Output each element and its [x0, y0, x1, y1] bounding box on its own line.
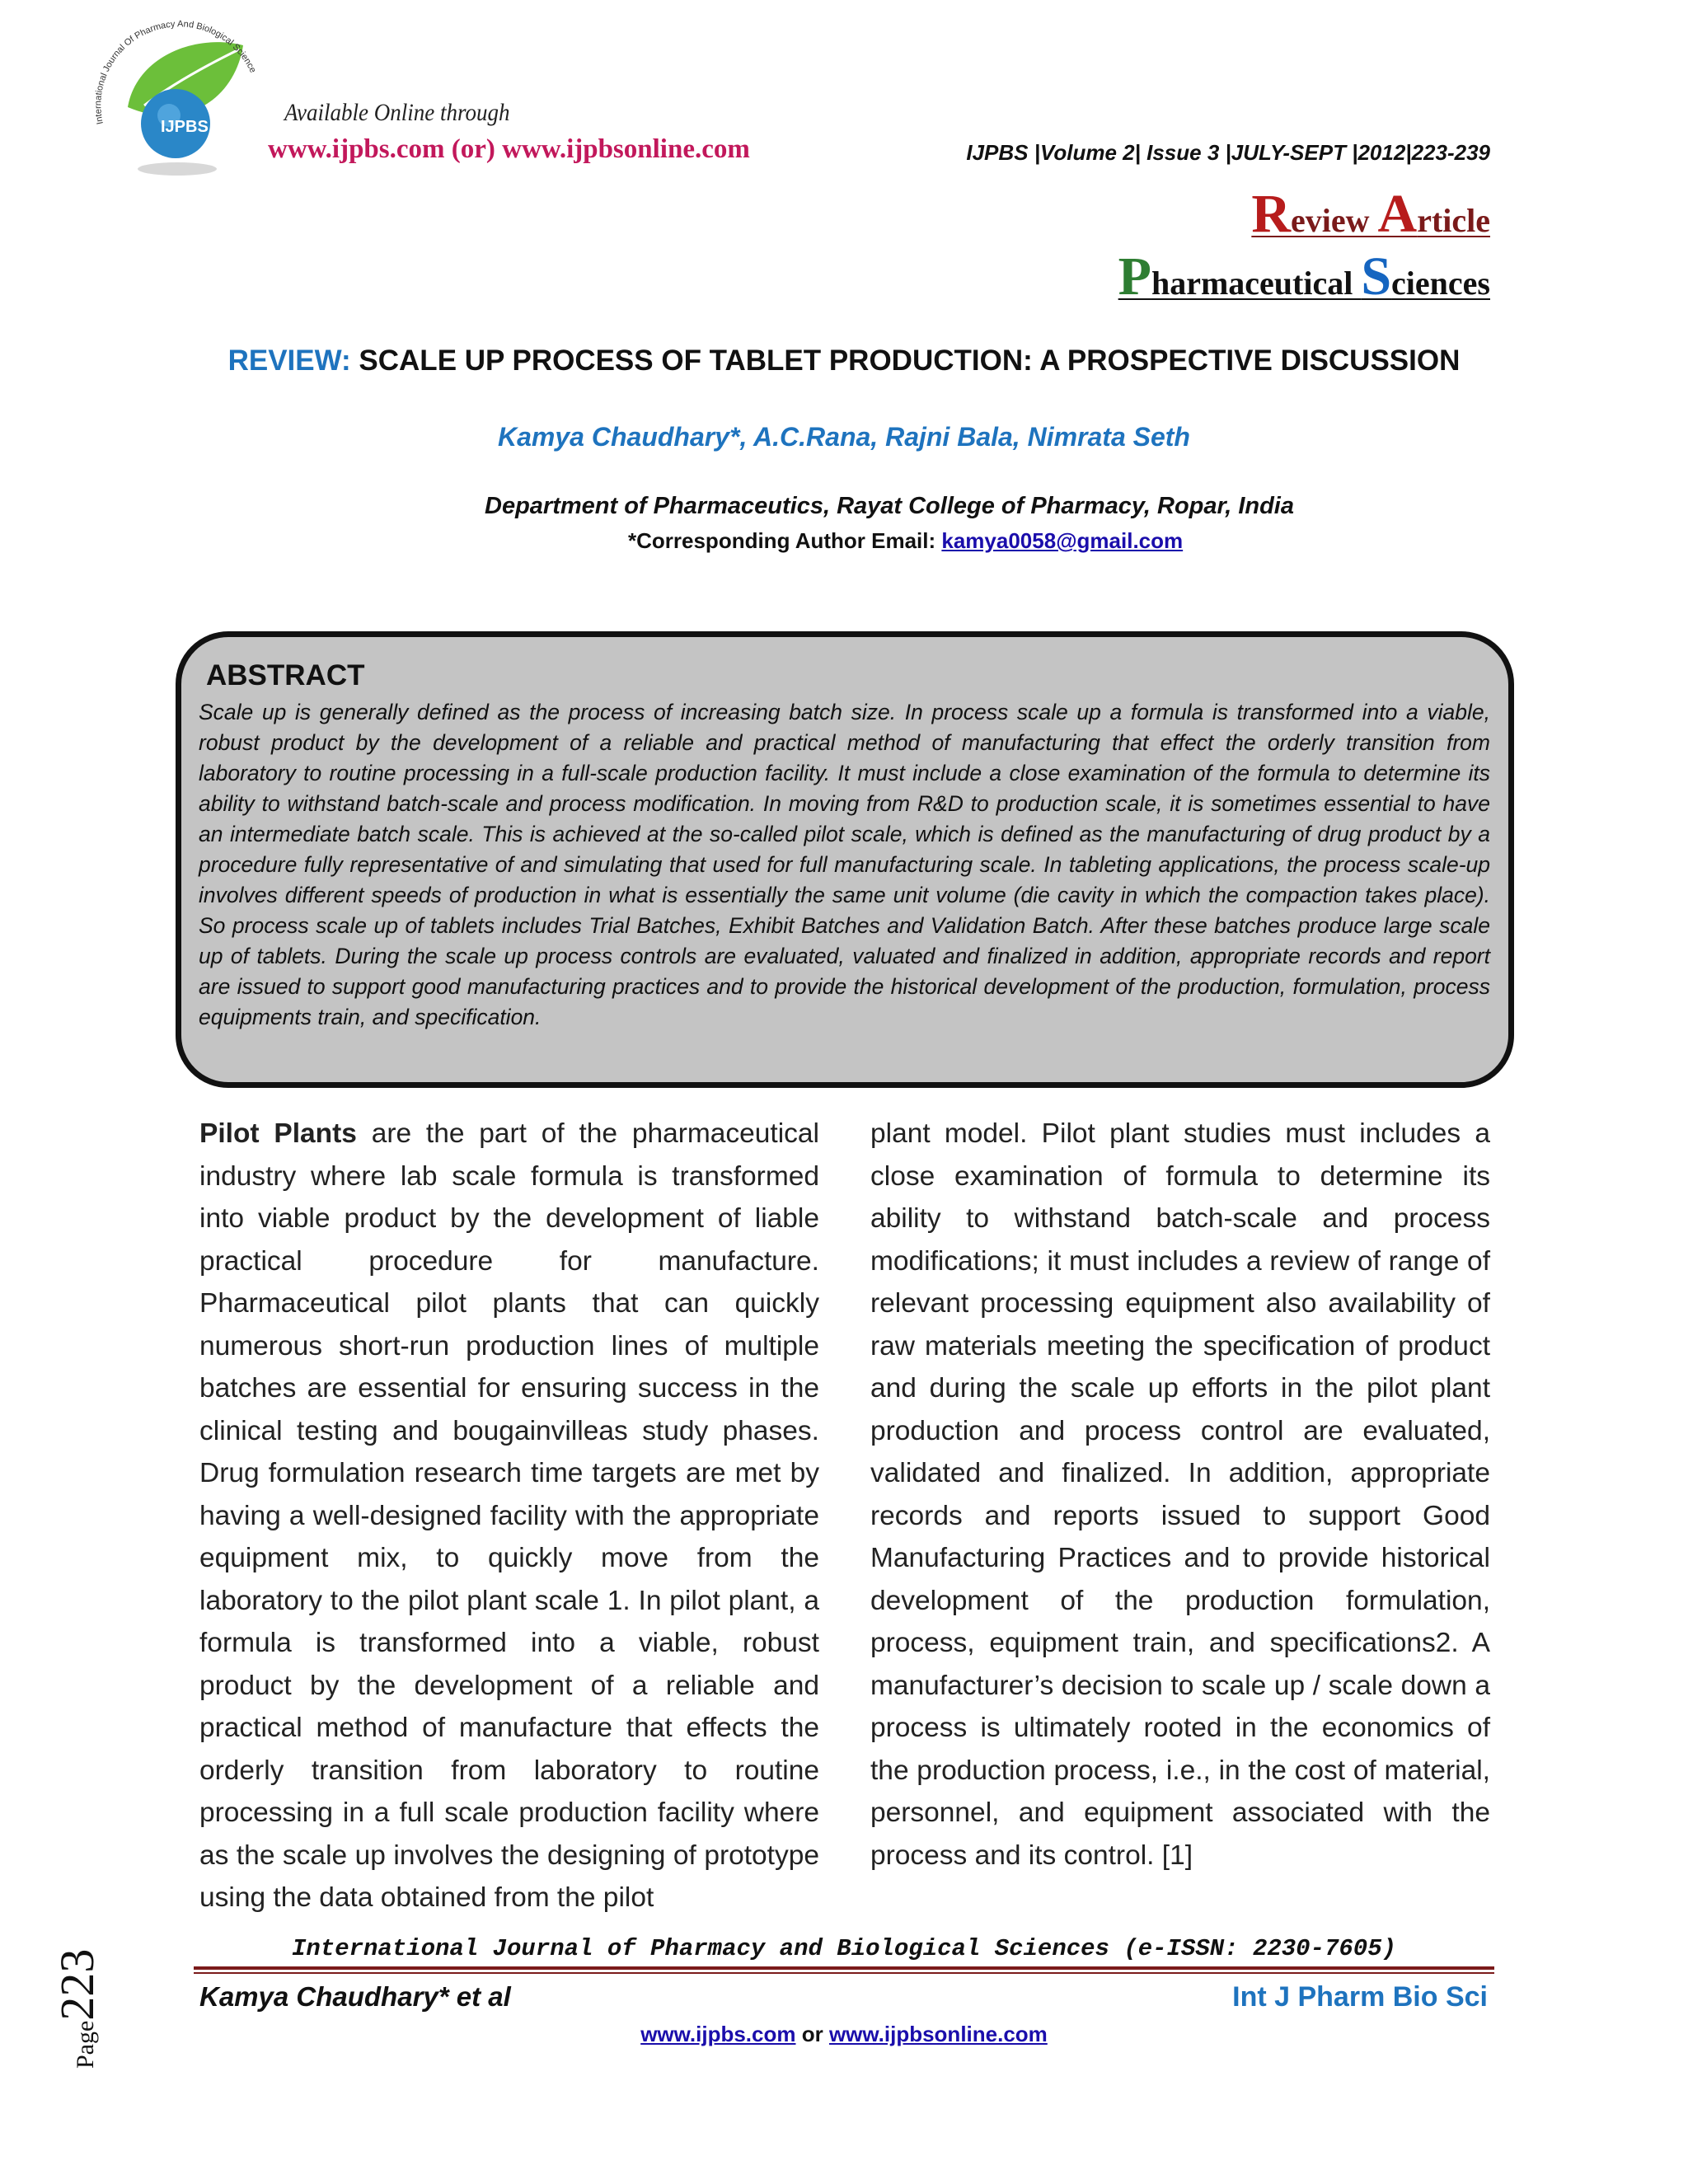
article-title: [0, 344, 1688, 377]
journal-logo: [78, 8, 288, 181]
footer-urls: www.ijpbs.com or www.ijpbsonline.com: [640, 2022, 1048, 2046]
abstract-text: Scale up is generally defined as the process of increasing batch size. In process scale up a formula is transformed into a viable, robust product by the development of a reliable and practical method of manufacturing that effect the orderly transition from laboratory to routine processing in a full-scale production facility. It must include a close examination of the formula to determine its ability to withstand batch-scale and process modification. In moving from R&D to production scale, it is sometimes essential to have an intermediate batch scale. This is achieved at the so-called pilot scale, which is defined as the manufacturing of drug product by a procedure fully representative of and simulating that used for full manufacturing scale. In tableting applications, the process scale-up involves different speeds of production in what is essentially the same unit volume (die cavity in which the compaction takes place). So process scale up of tablets includes Trial Batches, Exhibit Batches and Validation Batch. After these batches produce large scale up of tablets. During the scale up process controls are evaluated, valuated and finalized in addition, appropriate records and report are issued to support good manufacturing practices and to provide the historical development of the production, formulation, process equipments train, and specification.: [199, 700, 1490, 1029]
abstract-heading: ABSTRACT: [206, 659, 365, 691]
page-label: Page: [72, 2020, 99, 2069]
footer-rule: [194, 1966, 1494, 1970]
title-label: REVIEW:: [227, 344, 351, 377]
page-number: [49, 1949, 105, 2069]
corresponding-author: *Corresponding Author Email: kamya0058@gmail.com: [628, 528, 1184, 553]
page-number-value: 223: [50, 1948, 104, 2021]
header-urls[interactable]: www.ijpbs.com (or) www.ijpbsonline.com: [268, 134, 750, 164]
leaf-globe-icon: [78, 8, 288, 181]
footer-link-ijpbs[interactable]: www.ijpbs.com: [640, 2022, 796, 2046]
body-column-right: plant model. Pilot plant studies must includes a close examination of formula to determine its ability to withstand batch-scale and process modifications; it must includes a review of range of relevant processing equipment also availability of raw materials meeting the specification of product and during the scale up efforts in the pilot plant production and process control are evaluated, validated and finalized. In addition, appropriate records and reports issued to support Good Manufacturing Practices and to provide historical development of the production formulation, process, equipment train, and specifications2. A manufacturer’s decision to scale up / scale down a process is ultimately rooted in the economics of the production process, i.e., in the cost of material, personnel, and equipment associated with the process and its control. [1]: [870, 1118, 1490, 1871]
citation-line: IJPBS |Volume 2| Issue 3 |JULY-SEPT |2012|223-239: [966, 140, 1490, 165]
footer-author: Kamya Chaudhary* et al: [199, 1981, 511, 2012]
footer-rule-thin: [194, 1972, 1494, 1974]
journal-name-line: International Journal of Pharmacy and Biological Sciences (e-ISSN: 2230-7605): [291, 1935, 1397, 1962]
authors: Kamya Chaudhary*, A.C.Rana, Rajni Bala, Nimrata Seth: [498, 422, 1190, 452]
logo-ring-text: International Journal Of Pharmacy And Biological Science: [93, 19, 258, 126]
lead-term: Pilot Plants: [199, 1118, 357, 1149]
logo-text: IJPBS: [161, 118, 209, 136]
affiliation: Department of Pharmaceutics, Rayat College of Pharmacy, Ropar, India: [485, 493, 1294, 519]
section-label: Pharmaceutical Sciences: [1118, 246, 1490, 307]
available-online: Available Online through: [284, 99, 510, 126]
article-type-label: Review Article: [1251, 184, 1490, 244]
title-text: SCALE UP PROCESS OF TABLET PRODUCTION: A PROSPECTIVE DISCUSSION: [350, 344, 1461, 377]
body-column-left: Pilot Plants are the part of the pharmaceutical industry where lab scale formula is transformed into viable product by the development of liable practical procedure for manufacture. Pharmaceutical pilot plants that can quickly numerous short-run production lines of multiple batches are essential for ensuring success in the clinical testing and bougainvilleas study phases. Drug formulation research time targets are met by having a well-designed facility with the appropriate equipment mix, to quickly move from the laboratory to the pilot plant scale 1. In pilot plant, a formula is transformed into a viable, robust product by the development of a reliable and practical method of manufacture that effects the orderly transition from laboratory to routine processing in a full scale production facility where as the scale up involves the designing of prototype using the data obtained from the pilot: [199, 1118, 819, 1913]
footer-journal-abbrev: Int J Pharm Bio Sci: [1232, 1981, 1488, 2013]
author-email-link[interactable]: kamya0058@gmail.com: [941, 528, 1184, 553]
footer-link-ijpbsonline[interactable]: www.ijpbsonline.com: [828, 2022, 1048, 2046]
